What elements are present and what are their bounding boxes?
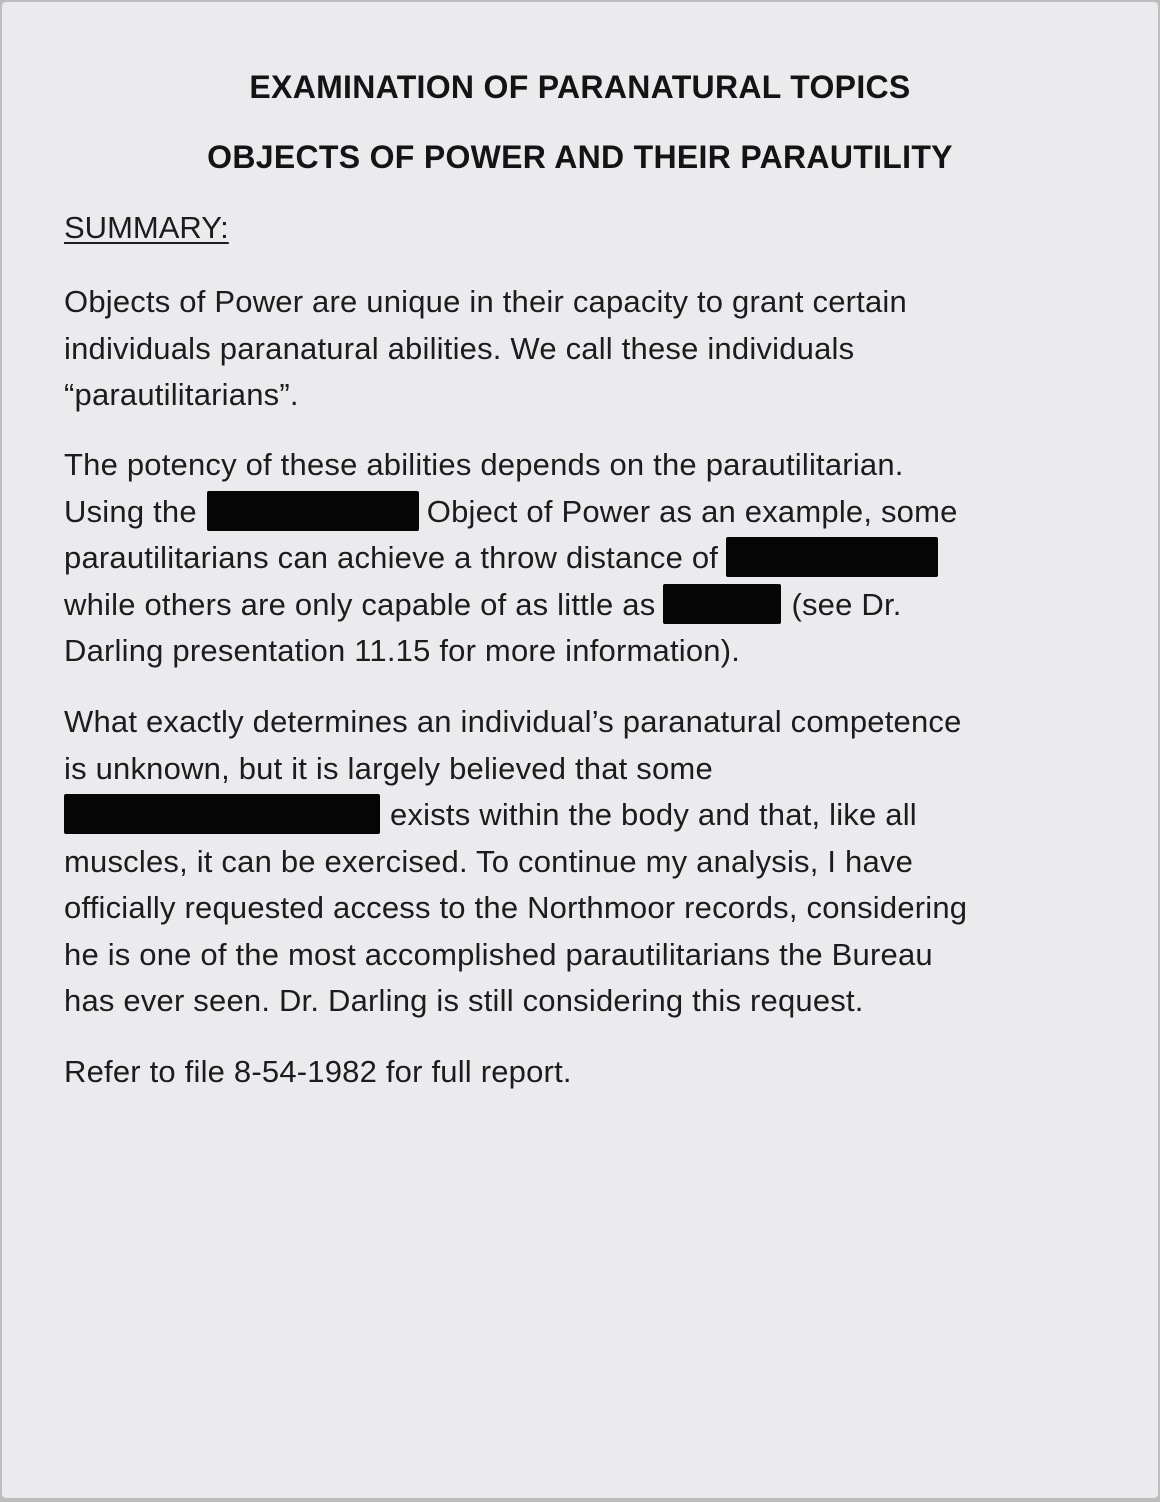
paragraph-3-line-5: officially requested access to the Northmoor records, considering [64,890,968,925]
document-title: EXAMINATION OF PARANATURAL TOPICS [249,69,911,105]
paragraph-3-line-6: he is one of the most accomplished parautilitarians the Bureau [64,936,933,972]
paragraph-2-line-4-start: while others are only capable of as little as [64,586,656,622]
file-reference: Refer to file 8-54-1982 for full report. [64,1054,572,1089]
paragraph-1-line-3: “parautilitarians”. [64,377,299,412]
paragraph-3-line-7: has ever seen. Dr. Darling is still considering this request. [64,983,864,1018]
paragraph-1-line-1: Objects of Power are unique in their capacity to grant certain [64,284,907,319]
paragraph-3-line-1: What exactly determines an individual’s paranatural competence [64,704,962,739]
paragraph-3-line-2: is unknown, but it is largely believed that some [64,750,713,786]
paragraph-3-line-3 [64,792,1124,839]
paragraph-2-line-4 [64,582,1124,629]
summary-heading: SUMMARY: [64,210,229,245]
redaction-bar [64,794,380,834]
paragraph-2-line-1: The potency of these abilities depends on the parautilitarian. [64,447,904,482]
redaction-bar [726,537,938,577]
paragraph-2-line-2 [64,489,1124,536]
paragraph-1-line-2: individuals paranatural abilities. We call these individuals [64,330,855,366]
redaction-bar [663,584,781,624]
document-page [2,2,1158,1498]
document-subtitle: OBJECTS OF POWER AND THEIR PARAUTILITY [207,139,953,175]
paragraph-3-line-4: muscles, it can be exercised. To continue my analysis, I have [64,843,914,879]
paragraph-3 [64,699,1124,1025]
paragraph-2-line-5: Darling presentation 11.15 for more information). [64,633,741,668]
paragraph-2 [64,442,1124,675]
paragraph-3-line-3-text: exists within the body and that, like all [390,797,917,832]
redaction-bar [207,491,419,531]
paragraph-2-line-3 [64,535,1124,582]
paragraph-2-line-3-text: parautilitarians can achieve a throw distance of [64,540,719,575]
paragraph-2-line-2-end: Object of Power as an example, some [426,493,958,529]
paragraph-1 [64,279,1124,419]
paragraph-2-line-4-end: (see Dr. [791,586,902,622]
paragraph-2-line-2-start: Using the [64,493,197,529]
